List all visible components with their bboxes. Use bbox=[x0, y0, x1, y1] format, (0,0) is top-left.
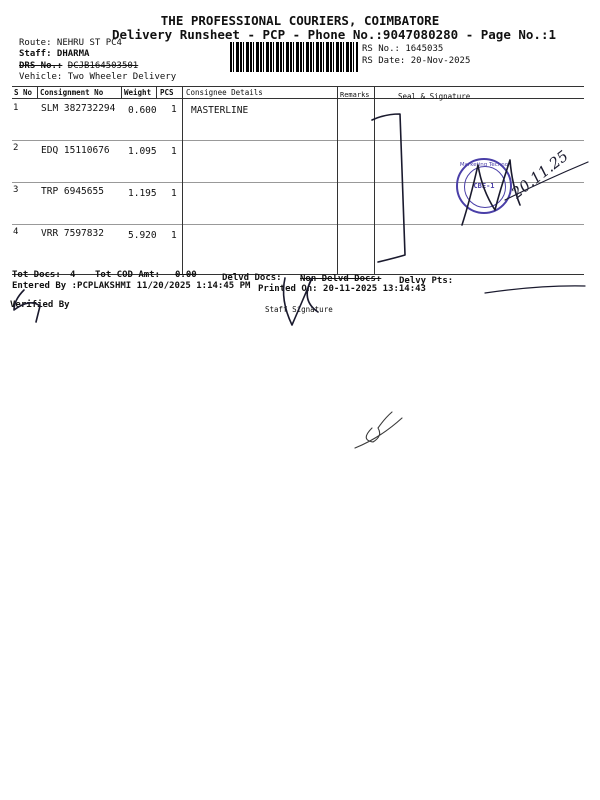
vehicle-label: Vehicle: Two Wheeler Delivery bbox=[19, 72, 177, 82]
printed-on: Printed On: 20-11-2025 13:14:43 bbox=[258, 284, 426, 294]
row-consignee: MASTERLINE bbox=[191, 105, 249, 116]
verified-signature-scribble bbox=[14, 290, 40, 322]
row-sno: 3 bbox=[13, 185, 19, 195]
row-pcs: 1 bbox=[171, 146, 177, 157]
route-label: Route: NEHRU ST PC4 bbox=[19, 38, 122, 48]
non-delvd-docs-label: Non Delvd Docs: bbox=[300, 274, 382, 284]
row-weight: 5.920 bbox=[128, 230, 157, 241]
verified-by-label: Verified By bbox=[10, 300, 70, 310]
tot-cod-value: 0.00 bbox=[175, 270, 197, 280]
tot-docs-label: Tot Docs: bbox=[12, 270, 61, 280]
rs-number: RS No.: 1645035 bbox=[362, 44, 444, 54]
company-title: THE PROFESSIONAL COURIERS, COIMBATORE bbox=[160, 13, 440, 28]
staff-signature-label: Staff Signature bbox=[265, 305, 333, 314]
row-weight: 1.095 bbox=[128, 146, 157, 157]
col-header-consignment: Consignment No bbox=[40, 88, 104, 97]
drs-value: DCJB164503501 bbox=[67, 61, 139, 71]
col-header-remarks: Remarks bbox=[340, 91, 370, 99]
staff-signature-scribble bbox=[284, 278, 318, 325]
staff-label: Staff: DHARMA bbox=[19, 49, 90, 59]
stamp-ring-text: Marketing Techno bbox=[459, 162, 509, 168]
row-sno: 1 bbox=[13, 103, 19, 113]
runsheet-subtitle: Delivery Runsheet - PCP - Phone No.:9047080280 - Page No.:1 bbox=[112, 27, 557, 42]
col-header-seal: Seal & Signature bbox=[398, 92, 471, 101]
tot-docs-value: 4 bbox=[70, 270, 76, 280]
row-weight: 1.195 bbox=[128, 188, 157, 199]
row-consignment: EDQ 15110676 bbox=[41, 145, 110, 156]
stamp-center-text: CBE-1 bbox=[473, 182, 495, 190]
entered-by: Entered By :PCPLAKSHMI 11/20/2025 1:14:45 PM bbox=[12, 281, 251, 291]
stray-scribble bbox=[355, 412, 402, 448]
delvy-pts-label: Delvy Pts: bbox=[399, 276, 454, 286]
row-weight: 0.600 bbox=[128, 105, 157, 116]
seal-signature bbox=[462, 160, 520, 225]
delvd-docs-label: Delvd Docs: bbox=[222, 273, 282, 283]
row-consignment: VRR 7597832 bbox=[41, 228, 104, 239]
col-header-pcs: PCS bbox=[160, 88, 174, 97]
tot-cod-label: Tot COD Amt: bbox=[95, 270, 161, 280]
row-consignment: SLM 382732294 bbox=[41, 103, 116, 114]
drs-label: DRS No.: bbox=[19, 61, 63, 71]
row-sno: 4 bbox=[13, 227, 19, 237]
bracket-mark bbox=[372, 114, 405, 262]
col-header-weight: Weight bbox=[124, 88, 152, 97]
col-header-consignee: Consignee Details bbox=[186, 88, 263, 97]
rs-date: RS Date: 20-Nov-2025 bbox=[362, 56, 471, 66]
row-pcs: 1 bbox=[171, 104, 177, 115]
row-sno: 2 bbox=[13, 143, 19, 153]
row-pcs: 1 bbox=[171, 188, 177, 199]
row-consignment: TRP 6945655 bbox=[41, 186, 104, 197]
handwritten-date: 20.11.25 bbox=[508, 146, 572, 203]
row-pcs: 1 bbox=[171, 230, 177, 241]
col-header-sno: S No bbox=[14, 88, 33, 97]
